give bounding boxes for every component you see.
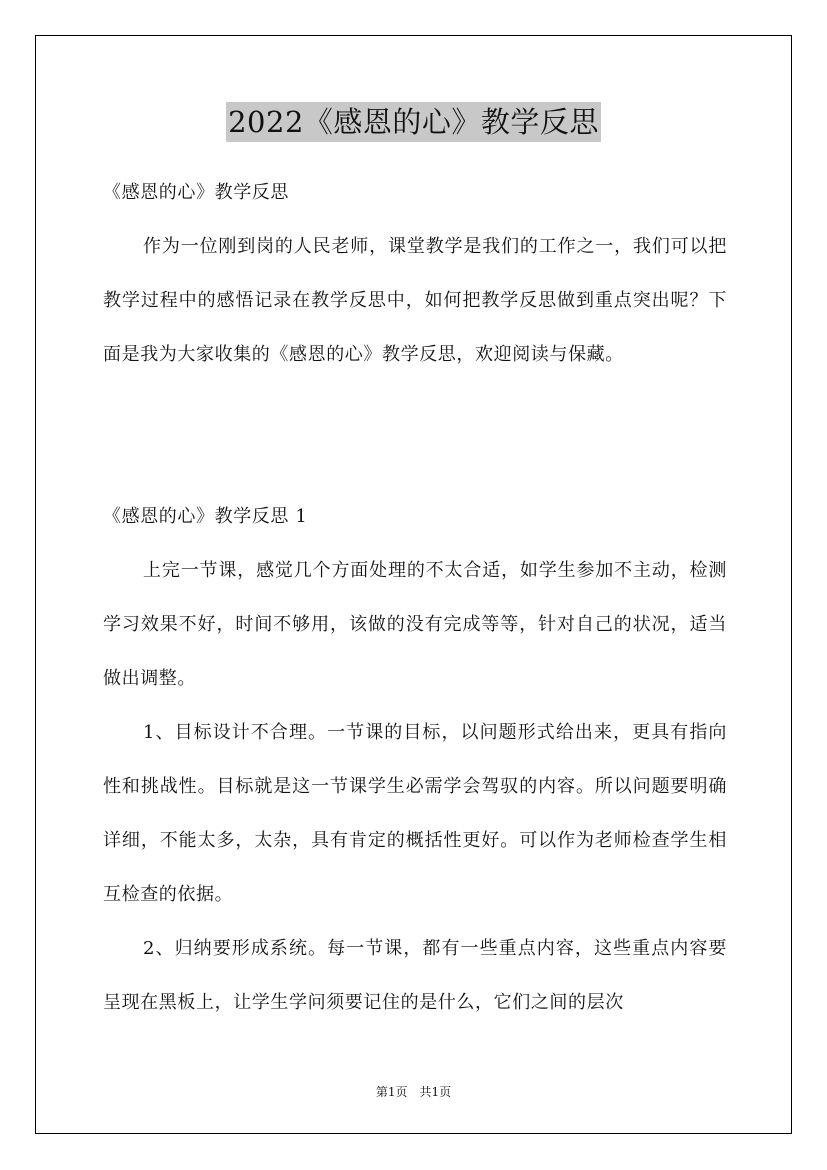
section1-point-2: 2、归纳要形成系统。每一节课，都有一些重点内容，这些重点内容要呈现在黑板上，让学生学问须要记住的是什么，它们之间的层次 <box>103 938 727 1013</box>
section1-heading: 《感恩的心》教学反思 1 <box>103 506 308 527</box>
page-footer: 第1页 共1页 <box>375 1085 452 1099</box>
intro-heading: 《感恩的心》教学反思 <box>103 182 289 203</box>
document-title <box>0 102 827 142</box>
intro-paragraph: 作为一位刚到岗的人民老师，课堂教学是我们的工作之一，我们可以把教学过程中的感悟记录在教学反思中，如何把教学反思做到重点突出呢？下面是我为大家收集的《感恩的心》教学反思，欢迎阅读与保藏。 <box>103 236 727 365</box>
document-title-text: 2022《感恩的心》教学反思 <box>226 102 601 142</box>
section1-point-1: 1、目标设计不合理。一节课的目标，以问题形式给出来，更具有指向性和挑战性。目标就是这一节课学生必需学会驾驭的内容。所以问题要明确详细，不能太多，太杂，具有肯定的概括性更好。可以作为老师检查学生相互检查的依据。 <box>103 722 727 905</box>
section1-paragraph: 上完一节课，感觉几个方面处理的不太合适，如学生参加不主动，检测学习效果不好，时间不够用，该做的没有完成等等，针对自己的状况，适当做出调整。 <box>103 560 727 689</box>
